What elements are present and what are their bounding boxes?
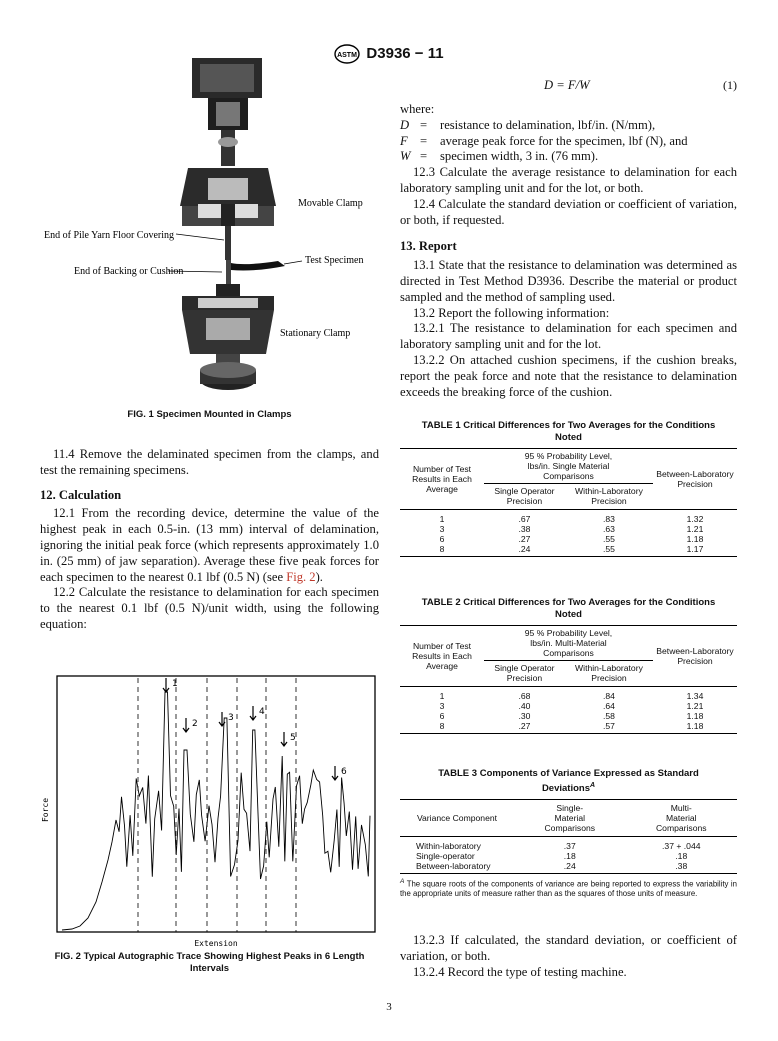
definition-row	[400, 134, 737, 150]
specimen-clamp-photo	[40, 58, 379, 398]
table-3-caption: TABLE 3 Components of Variance Expressed as Standard Deviations$^A$	[438, 768, 699, 795]
table-cell: 3	[439, 701, 445, 711]
definition-text: average peak force for the specimen, lbf (N), and	[440, 133, 688, 148]
definition-symbol: F	[400, 133, 408, 148]
peak-mark-label: 4	[259, 707, 265, 717]
table-3	[400, 768, 737, 899]
definition-row	[400, 149, 737, 165]
variable-definitions	[400, 118, 737, 165]
table-3-footnote: $^A$ The square roots of the components of variance are being reported to express the variability in the appropriate units of measure rather than as the squares of those units of measure.	[400, 878, 737, 899]
table-1-caption: TABLE 1 Critical Differences for Two Averages for the Conditions Noted	[421, 420, 716, 443]
para-11-4: 11.4 Remove the delaminated specimen from the clamps, and test the remaining specimens.	[40, 447, 379, 477]
table-cell: .67	[518, 514, 531, 524]
table-cell: 1.18	[686, 711, 704, 721]
definition-equals: =	[420, 117, 428, 132]
definition-text: specimen width, 3 in. (76 mm).	[440, 149, 599, 164]
peak-arrow-icon	[281, 732, 287, 746]
page-number: 3	[386, 1001, 392, 1013]
figure-1	[40, 58, 379, 398]
x-axis-label: Extension	[194, 939, 238, 948]
designation: D3936 − 11	[366, 44, 444, 62]
peak-arrow-icon	[183, 718, 189, 732]
table-cell: .63	[602, 524, 615, 534]
peak-mark-label: 3	[228, 713, 234, 723]
t2-head-within: Within-Laboratory Precision	[575, 663, 643, 683]
table-cell: .37	[563, 841, 576, 852]
t1-head-within: Within-Laboratory Precision	[575, 486, 643, 506]
table-2	[400, 597, 737, 734]
right-column-text	[400, 102, 737, 400]
fig2-link[interactable]: Fig. 2	[286, 569, 316, 584]
table-row	[400, 721, 737, 734]
table-cell: 1.32	[686, 514, 704, 524]
table-cell: .27	[518, 721, 531, 731]
definition-symbol: D	[400, 117, 410, 132]
para-12-3: 12.3 Calculate the average resistance to delamination for each laboratory sampling unit and for the lot, or both.	[400, 165, 737, 195]
table-row	[400, 544, 737, 557]
table-cell: .83	[602, 514, 615, 524]
peak-arrow-icon	[163, 678, 169, 692]
table-1-grid	[400, 448, 737, 557]
peak-arrow-icon	[332, 766, 338, 780]
peak-mark-label: 2	[192, 719, 198, 729]
table-3-grid	[400, 799, 737, 874]
table-cell: .37 + .044	[662, 841, 701, 852]
table-1	[400, 420, 737, 557]
definition-equals: =	[420, 133, 428, 148]
table-cell: Single-operator	[416, 851, 475, 862]
para-12-1: 12.1 From the recording device, determine the value of the highest peak in each 0.5-in. (13 mm) interval of delamination, ignoring the initial peak force (which represents approximately 1.0 in. (25 mm) of jaw separation). Average these five peak forces for each specimen to the nearest 0.1 lbf (0.5 N) (see Fig. 2).	[40, 506, 379, 584]
table-cell: 1	[439, 514, 445, 524]
peak-mark-label: 6	[341, 767, 347, 777]
para-13-2-2: 13.2.2 On attached cushion specimens, if the cushion breaks, report the peak force and note that the resistance to delamination exceeds the breaking force of the cushion.	[400, 352, 737, 399]
t2-head-group: 95 % Probability Level, lbs/in. Multi-Material Comparisons	[484, 626, 653, 661]
table-cell: .68	[518, 691, 531, 701]
t1-head-single: Single Operator Precision	[494, 486, 555, 506]
table-row	[400, 861, 737, 874]
table-cell: .57	[602, 721, 615, 731]
definition-row	[400, 118, 737, 134]
table-cell: .40	[518, 701, 531, 711]
autographic-trace-plot	[40, 670, 379, 960]
table-cell: .55	[602, 544, 615, 554]
table-row	[400, 851, 737, 861]
section-13-heading: 13. Report	[400, 239, 457, 254]
peak-arrow-icon	[250, 706, 256, 720]
figure-2-caption: FIG. 2 Typical Autographic Trace Showing Highest Peaks in 6 Length Intervals	[54, 951, 365, 974]
table-cell: 1.21	[686, 524, 704, 534]
label-end-of-pile: End of Pile Yarn Floor Covering	[44, 230, 174, 241]
para-13-1: 13.1 State that the resistance to delamination was determined as directed in Test Method D3936. Describe the material or product sampled and the method of sampling used.	[400, 258, 737, 304]
table-2-caption: TABLE 2 Critical Differences for Two Averages for the Conditions Noted	[421, 597, 716, 620]
para-13-2-3: 13.2.3 If calculated, the standard deviation, or coefficient of variation, or both.	[400, 933, 737, 963]
table-cell: .24	[563, 861, 576, 872]
section-12-heading: 12. Calculation	[40, 487, 122, 502]
para-13-2-1: 13.2.1 The resistance to delamination for each specimen and laboratory sampling unit and for the lot.	[400, 321, 737, 352]
table-row	[400, 510, 737, 525]
right-column-bottom	[400, 933, 737, 980]
table-cell: Within-laboratory	[416, 841, 481, 852]
table-cell: 1.34	[686, 691, 704, 701]
t3-head-component: Variance Component	[416, 813, 498, 824]
para-13-2-4: 13.2.4 Record the type of testing machine.	[413, 964, 627, 979]
t2-head-single: Single Operator Precision	[494, 663, 555, 683]
peak-markers	[163, 678, 347, 780]
table-cell: .30	[518, 711, 531, 721]
table-cell: 6	[439, 711, 445, 721]
y-axis-label: Force	[41, 797, 50, 823]
table-cell: .27	[518, 534, 531, 544]
svg-text:ASTM: ASTM	[337, 52, 358, 59]
equation-number: (1)	[723, 78, 737, 92]
figure-1-caption: FIG. 1 Specimen Mounted in Clamps	[127, 409, 292, 420]
table-cell: .64	[602, 701, 615, 711]
table-row	[400, 524, 737, 534]
table-cell: 3	[439, 524, 445, 534]
table-cell: 6	[439, 534, 445, 544]
t1-head-num: Number of Test Results in Each Average	[412, 464, 472, 494]
table-cell: .58	[602, 711, 615, 721]
table-cell: .18	[563, 851, 576, 862]
para-12-4: 12.4 Calculate the standard deviation or coefficient of variation, or both, if requested.	[400, 196, 737, 227]
label-stationary-clamp: Stationary Clamp	[280, 328, 351, 339]
t2-head-num: Number of Test Results in Each Average	[412, 641, 472, 671]
table-cell: .55	[602, 534, 615, 544]
table-cell: .38	[675, 861, 688, 872]
force-trace-line	[62, 692, 370, 930]
table-cell: 8	[439, 721, 445, 731]
equation-block	[400, 78, 737, 94]
table-row	[400, 687, 737, 702]
table-cell: .38	[518, 524, 531, 534]
peak-mark-label: 5	[290, 733, 296, 743]
table-cell: .84	[602, 691, 615, 701]
table-row	[400, 837, 737, 852]
table-cell: .18	[675, 851, 688, 862]
table-row	[400, 711, 737, 721]
where-label: where:	[400, 102, 435, 116]
t3-head-single: Single-Material Comparisons	[544, 803, 596, 834]
t3-head-multi: Multi-Material Comparisons	[655, 803, 707, 834]
left-column-text	[40, 447, 379, 633]
definition-equals: =	[420, 149, 428, 164]
para-12-2: 12.2 Calculate the resistance to delamination for each specimen to the nearest 0.1 lbf (0.5 N)/unit width, using the following equation:	[40, 585, 379, 631]
para-13-2: 13.2 Report the following information:	[413, 305, 610, 320]
t1-head-between: Between-Laboratory Precision	[656, 469, 734, 489]
table-cell: 1.21	[686, 701, 704, 711]
t1-head-group: 95 % Probability Level, lbs/in. Single Material Comparisons	[484, 449, 653, 484]
table-cell: 8	[439, 544, 445, 554]
equation-1: D = F/W	[544, 78, 590, 92]
label-test-specimen: Test Specimen	[305, 255, 364, 266]
table-2-grid	[400, 625, 737, 734]
label-movable-clamp: Movable Clamp	[298, 198, 363, 209]
figure-2	[40, 670, 379, 960]
definition-symbol: W	[400, 149, 411, 164]
table-cell: Between-laboratory	[416, 861, 491, 872]
table-row	[400, 534, 737, 544]
label-end-of-backing: End of Backing or Cushion	[74, 266, 184, 277]
table-cell: 1.18	[686, 534, 704, 544]
table-cell: 1	[439, 691, 445, 701]
t2-head-between: Between-Laboratory Precision	[656, 646, 734, 666]
table-cell: .24	[518, 544, 531, 554]
table-cell: 1.18	[686, 721, 704, 731]
table-cell: 1.17	[686, 544, 704, 554]
definition-text: resistance to delamination, lbf/in. (N/mm),	[440, 117, 656, 132]
table-row	[400, 701, 737, 711]
peak-mark-label: 1	[172, 679, 178, 689]
